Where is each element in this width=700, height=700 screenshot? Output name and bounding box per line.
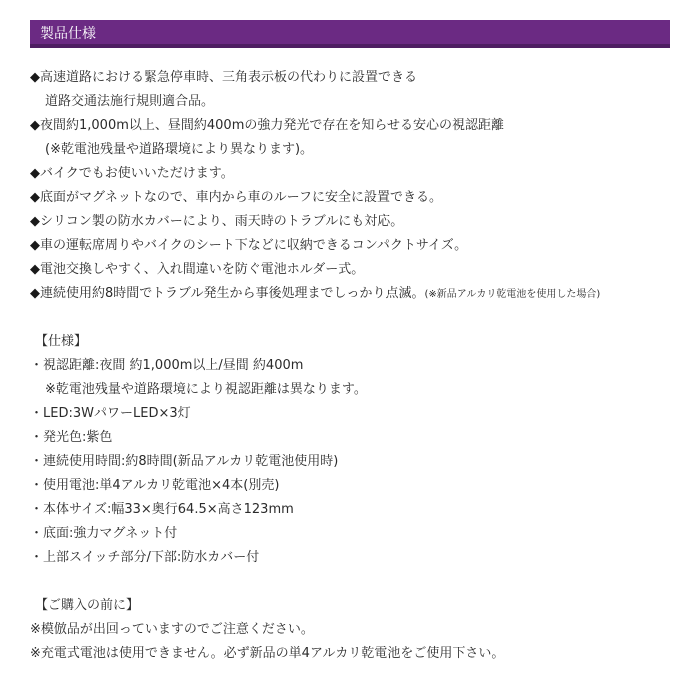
spec-item: ・底面:強力マグネット付: [30, 526, 178, 541]
dot-bullet-icon: ・: [30, 502, 44, 517]
diamond-bullet-icon: ◆: [30, 166, 40, 181]
dot-bullet-icon: ・: [30, 430, 44, 445]
diamond-bullet-icon: ◆: [30, 238, 40, 253]
spec-item: ・本体サイズ:幅33×奥行64.5×高さ123mm: [30, 502, 294, 517]
spec-item: ・発光色:紫色: [30, 430, 113, 445]
spec-item: ・視認距離:夜間 約1,000m以上/昼間 約400m: [30, 358, 304, 373]
dot-bullet-icon: ・: [30, 526, 44, 541]
feature-item: ◆車の運転席周りやバイクのシート下などに収納できるコンパクトサイズ。: [30, 238, 468, 253]
feature-item: ◆夜間約1,000m以上、昼間約400mの強力発光で存在を知らせる安心の視認距離: [30, 118, 504, 133]
spec-item: ・使用電池:単4アルカリ乾電池×4本(別売): [30, 478, 280, 493]
specs-heading: 【仕様】: [35, 334, 88, 349]
spec-item: ・LED:3WパワーLED×3灯: [30, 406, 191, 421]
diamond-bullet-icon: ◆: [30, 262, 40, 277]
dot-bullet-icon: ・: [30, 406, 44, 421]
feature-item: ◆電池交換しやすく、入れ間違いを防ぐ電池ホルダー式。: [30, 262, 365, 277]
diamond-bullet-icon: ◆: [30, 70, 40, 85]
feature-item: ◆連続使用約8時間でトラブル発生から事後処理までしっかり点滅。(※新品アルカリ乾電池を使用した場合): [30, 286, 601, 301]
feature-item: ◆バイクでもお使いいただけます。: [30, 166, 234, 181]
feature-item: ◆高速道路における緊急停車時、三角表示板の代わりに設置できる: [30, 70, 418, 85]
purchase-heading: 【ご購入の前に】: [35, 598, 140, 613]
diamond-bullet-icon: ◆: [30, 118, 40, 133]
dot-bullet-icon: ・: [30, 550, 44, 565]
spec-continuation: ※乾電池残量や道路環境により視認距離は異なります。: [45, 382, 367, 397]
feature-item: ◆底面がマグネットなので、車内から車のルーフに安全に設置できる。: [30, 190, 442, 205]
section-header-bar: [30, 20, 670, 48]
feature-footnote: (※新品アルカリ乾電池を使用した場合): [424, 289, 601, 300]
purchase-note: ※模倣品が出回っていますのでご注意ください。: [30, 622, 314, 637]
spec-item: ・上部スイッチ部分/下部:防水カバー付: [30, 550, 260, 565]
feature-item: ◆シリコン製の防水カバーにより、雨天時のトラブルにも対応。: [30, 214, 404, 229]
dot-bullet-icon: ・: [30, 358, 44, 373]
dot-bullet-icon: ・: [30, 454, 44, 469]
diamond-bullet-icon: ◆: [30, 190, 40, 205]
spec-item: ・連続使用時間:約8時間(新品アルカリ乾電池使用時): [30, 454, 339, 469]
feature-continuation: 道路交通法施行規則適合品。: [45, 94, 215, 109]
diamond-bullet-icon: ◆: [30, 286, 40, 301]
dot-bullet-icon: ・: [30, 478, 44, 493]
feature-continuation: (※乾電池残量や道路環境により異なります)。: [45, 142, 314, 157]
section-title: 製品仕様: [40, 26, 96, 42]
diamond-bullet-icon: ◆: [30, 214, 40, 229]
purchase-note: ※充電式電池は使用できません。必ず新品の単4アルカリ乾電池をご使用下さい。: [30, 646, 505, 661]
